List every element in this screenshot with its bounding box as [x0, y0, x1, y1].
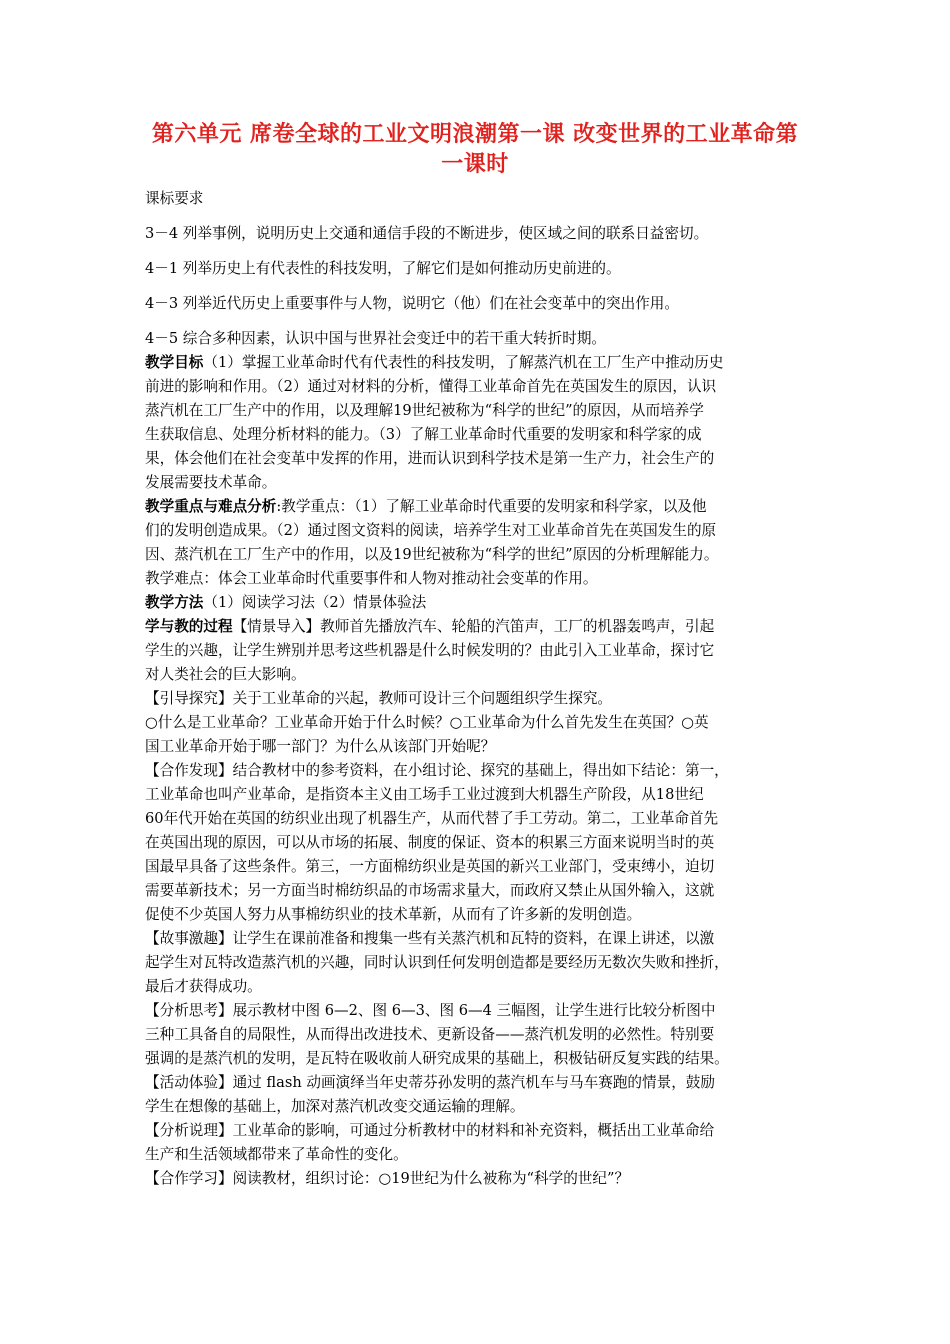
process-line: 生产和生活领域都带来了革命性的变化。 — [145, 1146, 408, 1163]
key-points-label: 教学重点与难点分析 — [145, 498, 277, 515]
title-line-2: 一课时 — [441, 152, 509, 177]
objectives-line: 生获取信息、处理分析材料的能力。（3）了解工业革命时代重要的发明家和科学家的成 — [145, 426, 702, 443]
key-points-paragraph — [145, 495, 817, 519]
standards-heading: 课标要求 — [145, 190, 204, 207]
process-line: 在英国出现的原因，可以从市场的拓展、制度的保证、资本的积累三方面来说明当时的英 — [145, 834, 715, 851]
document-title — [120, 120, 830, 180]
process-line: 【合作学习】阅读教材，组织讨论：○19世纪为什么被称为“科学的世纪”？ — [145, 1170, 630, 1187]
standard-item: 4－5 综合多种因素，认识中国与世界社会变迁中的若干重大转折时期。 — [145, 330, 607, 347]
process-line: 【分析思考】展示教材中图 6—2、图 6—3、图 6—4 三幅图，让学生进行比较分析图中 — [145, 1002, 716, 1019]
objectives-line: 蒸汽机在工厂生产中的作用，以及理解19世纪被称为“科学的世纪”的原因，从而培养学 — [145, 402, 704, 419]
process-line: 【合作发现】结合教材中的参考资料，在小组讨论、探究的基础上，得出如下结论：第一， — [145, 762, 729, 779]
process-line: 【情景导入】教师首先播放汽车、轮船的汽笛声，工厂的机器轰鸣声，引起 — [232, 618, 715, 635]
key-points-line: 们的发明创造成果。（2）通过图文资料的阅读，培养学生对工业革命首先在英国发生的原 — [145, 522, 717, 539]
process-line: 【故事激趣】让学生在课前准备和搜集一些有关蒸汽机和瓦特的资料，在课上讲述，以激 — [145, 930, 715, 947]
methods-label: 教学方法 — [145, 594, 204, 611]
process-paragraph — [145, 615, 817, 639]
objectives-paragraph — [145, 351, 817, 375]
methods-text: （1）阅读学习法（2）情景体验法 — [203, 594, 427, 611]
process-line: 起学生对瓦特改造蒸汽机的兴趣，同时认识到任何发明创造都是要经历无数次失败和挫折， — [145, 954, 729, 971]
process-line: 需要革新技术；另一方面当时棉纺织品的市场需求量大，而政府又禁止从国外输入，这就 — [145, 882, 715, 899]
key-points-line: 教学难点：体会工业革命时代重要事件和人物对推动社会变革的作用。 — [145, 570, 598, 587]
process-line: 工业革命也叫产业革命，是指资本主义由工场手工业过渡到大机器生产阶段，从18世纪 — [145, 786, 704, 803]
process-line: 国最早具备了这些条件。第三，一方面棉纺织业是英国的新兴工业部门，受束缚小，迫切 — [145, 858, 715, 875]
standard-item: 4－3 列举近代历史上重要事件与人物，说明它（他）们在社会变革中的突出作用。 — [145, 295, 679, 312]
process-line: 对人类社会的巨大影响。 — [145, 666, 306, 683]
process-line: 【活动体验】通过 flash 动画演绎当年史蒂芬孙发明的蒸汽机车与马车赛跑的情景，鼓励 — [145, 1074, 715, 1091]
process-line: 国工业革命开始于哪一部门？为什么从该部门开始呢？ — [145, 738, 496, 755]
objectives-line: 发展需要技术革命。 — [145, 474, 277, 491]
process-label: 学与教的过程 — [145, 618, 233, 635]
key-points-line: 因、蒸汽机在工厂生产中的作用，以及19世纪被称为“科学的世纪”原因的分析理解能力。 — [145, 546, 719, 563]
objectives-label: 教学目标 — [145, 354, 204, 371]
process-line: 学生的兴趣，让学生辨别并思考这些机器是什么时候发明的？由此引入工业革命，探讨它 — [145, 642, 715, 659]
objectives-line: 前进的影响和作用。（2）通过对材料的分析，懂得工业革命首先在英国发生的原因，认识 — [145, 378, 717, 395]
title-line-1: 第六单元 席卷全球的工业文明浪潮第一课 改变世界的工业革命第 — [151, 122, 799, 147]
process-line: 促使不少英国人努力从事棉纺织业的技术革新，从而有了许多新的发明创造。 — [145, 906, 642, 923]
process-line: 强调的是蒸汽机的发明，是瓦特在吸收前人研究成果的基础上，积极钻研反复实践的结果。 — [145, 1050, 729, 1067]
process-line: 【引导探究】关于工业革命的兴起，教师可设计三个问题组织学生探究。 — [145, 690, 613, 707]
process-line: 【分析说理】工业革命的影响，可通过分析教材中的材料和补充资料，概括出工业革命给 — [145, 1122, 715, 1139]
standard-item: 4－1 列举历史上有代表性的科技发明，了解它们是如何推动历史前进的。 — [145, 260, 621, 277]
document-body — [145, 187, 817, 1191]
process-line: 三种工具备自的局限性，从而得出改进技术、更新设备——蒸汽机发明的必然性。特别要 — [145, 1026, 715, 1043]
methods-paragraph — [145, 591, 817, 615]
process-line: 60年代开始在英国的纺织业出现了机器生产，从而代替了手工劳动。第二，工业革命首先 — [145, 810, 719, 827]
standard-item: 3－4 列举事例，说明历史上交通和通信手段的不断进步，使区域之间的联系日益密切。 — [145, 225, 709, 242]
process-line: 最后才获得成功。 — [145, 978, 262, 995]
objectives-line: （1）掌握工业革命时代有代表性的科技发明，了解蒸汽机在工厂生产中推动历史 — [203, 354, 724, 371]
objectives-line: 果，体会他们在社会变革中发挥的作用，进而认识到科学技术是第一生产力，社会生产的 — [145, 450, 715, 467]
process-line: ○什么是工业革命？工业革命开始于什么时候？○工业革命为什么首先发生在英国？○英 — [145, 714, 709, 731]
key-points-line: :教学重点：（1）了解工业革命时代重要的发明家和科学家，以及他 — [276, 498, 707, 515]
process-line: 学生在想像的基础上，加深对蒸汽机改变交通运输的理解。 — [145, 1098, 525, 1115]
